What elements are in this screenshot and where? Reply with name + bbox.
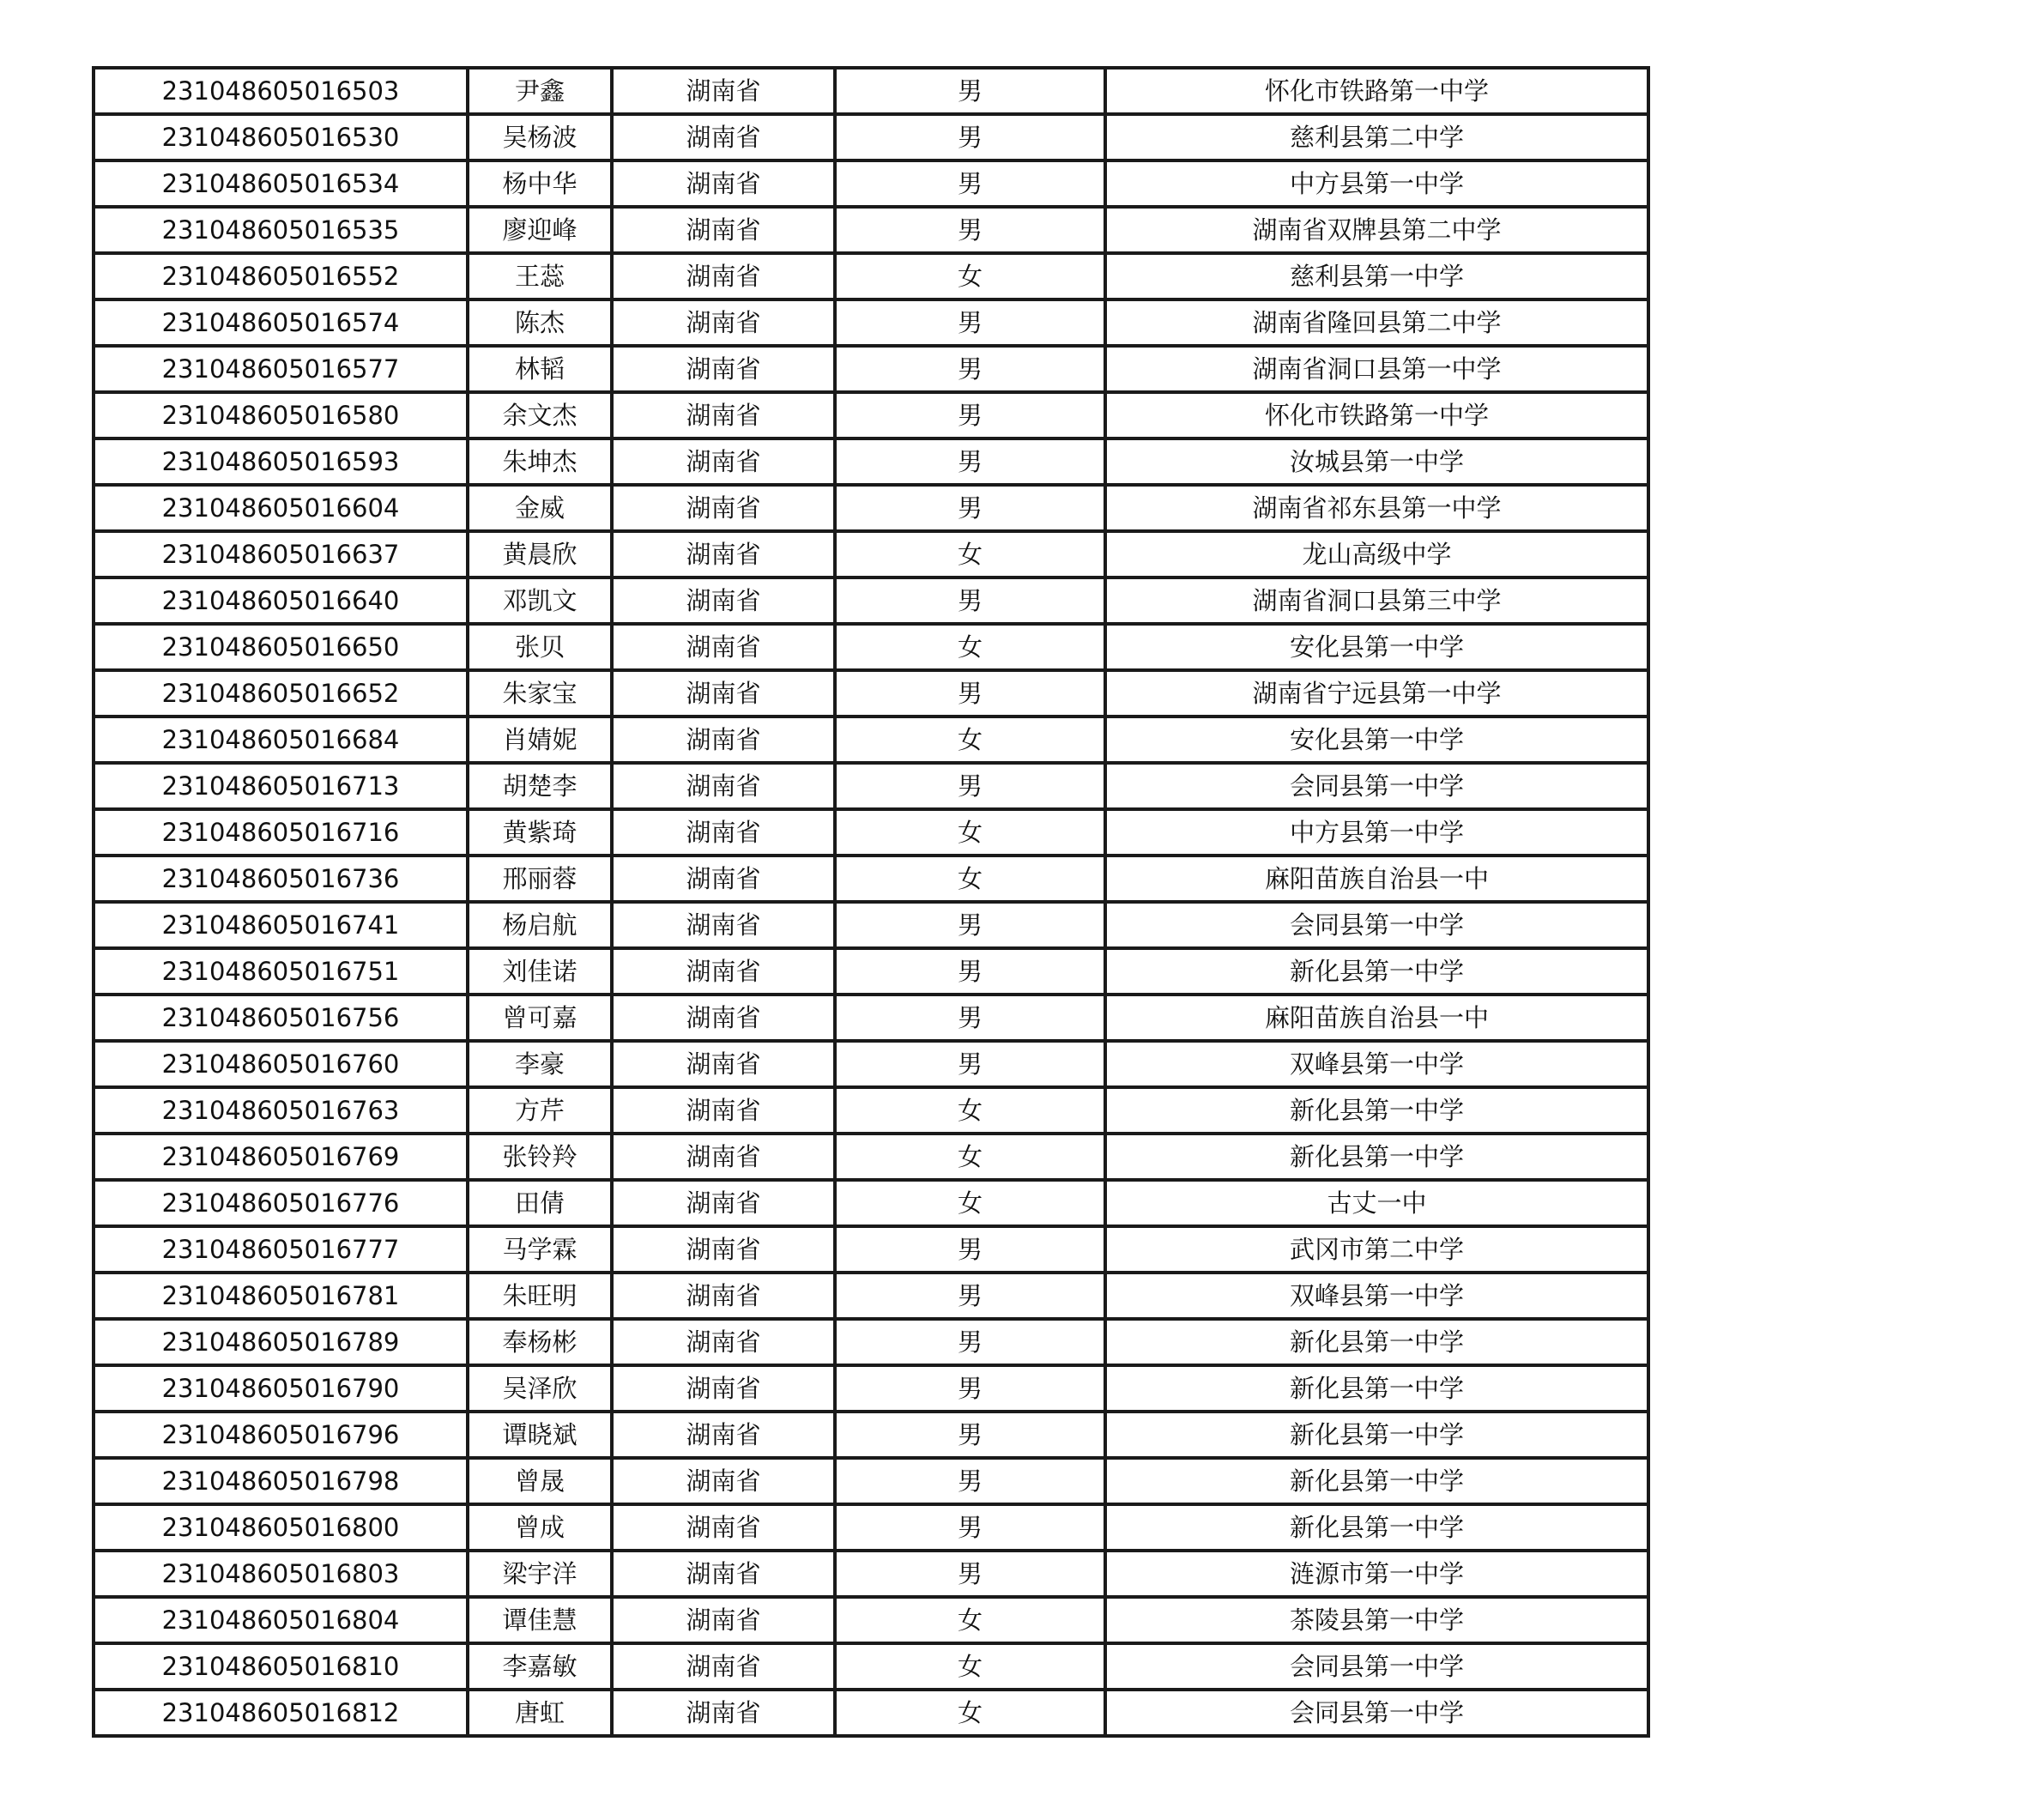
table-row bbox=[94, 1365, 1648, 1412]
table-row bbox=[94, 902, 1648, 948]
gender-cell: 男 bbox=[835, 1504, 1105, 1551]
candidate-id-cell: 231048605016604 bbox=[94, 485, 468, 531]
student-name-cell: 余文杰 bbox=[468, 392, 612, 438]
province-cell: 湖南省 bbox=[612, 160, 835, 207]
student-name-cell: 邢丽蓉 bbox=[468, 856, 612, 902]
gender-cell: 女 bbox=[835, 856, 1105, 902]
province-cell: 湖南省 bbox=[612, 253, 835, 299]
table-row bbox=[94, 717, 1648, 763]
gender-cell: 女 bbox=[835, 1690, 1105, 1736]
table-row bbox=[94, 68, 1648, 114]
province-cell: 湖南省 bbox=[612, 717, 835, 763]
province-cell: 湖南省 bbox=[612, 1412, 835, 1458]
table-row bbox=[94, 160, 1648, 207]
candidate-id-cell: 231048605016637 bbox=[94, 531, 468, 578]
table-row bbox=[94, 438, 1648, 485]
gender-cell: 男 bbox=[835, 68, 1105, 114]
province-cell: 湖南省 bbox=[612, 1180, 835, 1226]
gender-cell: 男 bbox=[835, 1458, 1105, 1504]
school-cell: 中方县第一中学 bbox=[1105, 809, 1648, 856]
student-name-cell: 张铃羚 bbox=[468, 1134, 612, 1180]
province-cell: 湖南省 bbox=[612, 809, 835, 856]
province-cell: 湖南省 bbox=[612, 1643, 835, 1690]
student-name-cell: 唐虹 bbox=[468, 1690, 612, 1736]
school-cell: 会同县第一中学 bbox=[1105, 1690, 1648, 1736]
gender-cell: 男 bbox=[835, 902, 1105, 948]
candidate-id-cell: 231048605016810 bbox=[94, 1643, 468, 1690]
candidate-id-cell: 231048605016652 bbox=[94, 670, 468, 717]
gender-cell: 男 bbox=[835, 392, 1105, 438]
table-row bbox=[94, 253, 1648, 299]
student-name-cell: 杨启航 bbox=[468, 902, 612, 948]
school-cell: 新化县第一中学 bbox=[1105, 1319, 1648, 1365]
province-cell: 湖南省 bbox=[612, 1690, 835, 1736]
school-cell: 湖南省祁东县第一中学 bbox=[1105, 485, 1648, 531]
candidate-id-cell: 231048605016535 bbox=[94, 207, 468, 253]
gender-cell: 男 bbox=[835, 1365, 1105, 1412]
school-cell: 新化县第一中学 bbox=[1105, 1504, 1648, 1551]
province-cell: 湖南省 bbox=[612, 578, 835, 624]
province-cell: 湖南省 bbox=[612, 485, 835, 531]
table-row bbox=[94, 1134, 1648, 1180]
gender-cell: 女 bbox=[835, 809, 1105, 856]
province-cell: 湖南省 bbox=[612, 948, 835, 995]
school-cell: 双峰县第一中学 bbox=[1105, 1041, 1648, 1087]
gender-cell: 男 bbox=[835, 948, 1105, 995]
table-row bbox=[94, 485, 1648, 531]
candidate-id-cell: 231048605016736 bbox=[94, 856, 468, 902]
gender-cell: 男 bbox=[835, 763, 1105, 809]
student-name-cell: 曾成 bbox=[468, 1504, 612, 1551]
province-cell: 湖南省 bbox=[612, 624, 835, 670]
gender-cell: 女 bbox=[835, 1134, 1105, 1180]
table-row bbox=[94, 1551, 1648, 1597]
student-name-cell: 林韬 bbox=[468, 346, 612, 392]
candidate-id-cell: 231048605016769 bbox=[94, 1134, 468, 1180]
school-cell: 新化县第一中学 bbox=[1105, 1458, 1648, 1504]
gender-cell: 男 bbox=[835, 299, 1105, 346]
candidate-id-cell: 231048605016776 bbox=[94, 1180, 468, 1226]
province-cell: 湖南省 bbox=[612, 763, 835, 809]
province-cell: 湖南省 bbox=[612, 114, 835, 160]
student-name-cell: 李嘉敏 bbox=[468, 1643, 612, 1690]
province-cell: 湖南省 bbox=[612, 392, 835, 438]
table-row bbox=[94, 1643, 1648, 1690]
province-cell: 湖南省 bbox=[612, 438, 835, 485]
student-name-cell: 金威 bbox=[468, 485, 612, 531]
school-cell: 麻阳苗族自治县一中 bbox=[1105, 995, 1648, 1041]
province-cell: 湖南省 bbox=[612, 346, 835, 392]
candidate-id-cell: 231048605016552 bbox=[94, 253, 468, 299]
province-cell: 湖南省 bbox=[612, 856, 835, 902]
student-name-cell: 马学霖 bbox=[468, 1226, 612, 1273]
table-row bbox=[94, 578, 1648, 624]
student-name-cell: 谭佳慧 bbox=[468, 1597, 612, 1643]
student-name-cell: 陈杰 bbox=[468, 299, 612, 346]
candidate-id-cell: 231048605016580 bbox=[94, 392, 468, 438]
province-cell: 湖南省 bbox=[612, 68, 835, 114]
school-cell: 慈利县第二中学 bbox=[1105, 114, 1648, 160]
candidate-id-cell: 231048605016812 bbox=[94, 1690, 468, 1736]
gender-cell: 女 bbox=[835, 531, 1105, 578]
table-row bbox=[94, 299, 1648, 346]
school-cell: 安化县第一中学 bbox=[1105, 624, 1648, 670]
gender-cell: 男 bbox=[835, 1041, 1105, 1087]
candidate-id-cell: 231048605016640 bbox=[94, 578, 468, 624]
candidate-id-cell: 231048605016763 bbox=[94, 1087, 468, 1134]
candidate-id-cell: 231048605016534 bbox=[94, 160, 468, 207]
province-cell: 湖南省 bbox=[612, 1273, 835, 1319]
candidate-id-cell: 231048605016760 bbox=[94, 1041, 468, 1087]
student-name-cell: 肖婧妮 bbox=[468, 717, 612, 763]
school-cell: 新化县第一中学 bbox=[1105, 1134, 1648, 1180]
school-cell: 湖南省宁远县第一中学 bbox=[1105, 670, 1648, 717]
table-row bbox=[94, 763, 1648, 809]
province-cell: 湖南省 bbox=[612, 1458, 835, 1504]
candidate-id-cell: 231048605016650 bbox=[94, 624, 468, 670]
province-cell: 湖南省 bbox=[612, 1597, 835, 1643]
student-name-cell: 方芹 bbox=[468, 1087, 612, 1134]
province-cell: 湖南省 bbox=[612, 1134, 835, 1180]
table-row bbox=[94, 114, 1648, 160]
school-cell: 新化县第一中学 bbox=[1105, 948, 1648, 995]
student-name-cell: 田倩 bbox=[468, 1180, 612, 1226]
table-row bbox=[94, 1319, 1648, 1365]
gender-cell: 男 bbox=[835, 160, 1105, 207]
candidate-id-cell: 231048605016716 bbox=[94, 809, 468, 856]
student-name-cell: 尹鑫 bbox=[468, 68, 612, 114]
school-cell: 会同县第一中学 bbox=[1105, 763, 1648, 809]
table-row bbox=[94, 995, 1648, 1041]
gender-cell: 男 bbox=[835, 1319, 1105, 1365]
candidate-id-cell: 231048605016756 bbox=[94, 995, 468, 1041]
candidate-id-cell: 231048605016798 bbox=[94, 1458, 468, 1504]
gender-cell: 女 bbox=[835, 624, 1105, 670]
province-cell: 湖南省 bbox=[612, 902, 835, 948]
candidate-id-cell: 231048605016790 bbox=[94, 1365, 468, 1412]
table-row bbox=[94, 346, 1648, 392]
gender-cell: 男 bbox=[835, 578, 1105, 624]
province-cell: 湖南省 bbox=[612, 995, 835, 1041]
table-row bbox=[94, 1087, 1648, 1134]
school-cell: 双峰县第一中学 bbox=[1105, 1273, 1648, 1319]
table-row bbox=[94, 1412, 1648, 1458]
student-name-cell: 曾晟 bbox=[468, 1458, 612, 1504]
school-cell: 慈利县第一中学 bbox=[1105, 253, 1648, 299]
school-cell: 湖南省洞口县第一中学 bbox=[1105, 346, 1648, 392]
table-row bbox=[94, 1597, 1648, 1643]
school-cell: 怀化市铁路第一中学 bbox=[1105, 392, 1648, 438]
school-cell: 中方县第一中学 bbox=[1105, 160, 1648, 207]
student-name-cell: 奉杨彬 bbox=[468, 1319, 612, 1365]
gender-cell: 男 bbox=[835, 1226, 1105, 1273]
table-row bbox=[94, 392, 1648, 438]
candidate-id-cell: 231048605016577 bbox=[94, 346, 468, 392]
table-row bbox=[94, 1458, 1648, 1504]
gender-cell: 男 bbox=[835, 1412, 1105, 1458]
student-name-cell: 谭晓斌 bbox=[468, 1412, 612, 1458]
student-name-cell: 李豪 bbox=[468, 1041, 612, 1087]
school-cell: 涟源市第一中学 bbox=[1105, 1551, 1648, 1597]
school-cell: 安化县第一中学 bbox=[1105, 717, 1648, 763]
school-cell: 古丈一中 bbox=[1105, 1180, 1648, 1226]
province-cell: 湖南省 bbox=[612, 1041, 835, 1087]
school-cell: 怀化市铁路第一中学 bbox=[1105, 68, 1648, 114]
gender-cell: 女 bbox=[835, 1180, 1105, 1226]
candidate-id-cell: 231048605016713 bbox=[94, 763, 468, 809]
candidate-id-cell: 231048605016796 bbox=[94, 1412, 468, 1458]
table-row bbox=[94, 948, 1648, 995]
gender-cell: 男 bbox=[835, 1273, 1105, 1319]
candidate-id-cell: 231048605016777 bbox=[94, 1226, 468, 1273]
table-row bbox=[94, 1041, 1648, 1087]
candidate-id-cell: 231048605016751 bbox=[94, 948, 468, 995]
student-name-cell: 王蕊 bbox=[468, 253, 612, 299]
province-cell: 湖南省 bbox=[612, 1551, 835, 1597]
table-row bbox=[94, 1690, 1648, 1736]
school-cell: 新化县第一中学 bbox=[1105, 1087, 1648, 1134]
gender-cell: 男 bbox=[835, 670, 1105, 717]
gender-cell: 女 bbox=[835, 717, 1105, 763]
gender-cell: 男 bbox=[835, 207, 1105, 253]
candidate-id-cell: 231048605016530 bbox=[94, 114, 468, 160]
student-name-cell: 黄晨欣 bbox=[468, 531, 612, 578]
student-name-cell: 吴杨波 bbox=[468, 114, 612, 160]
gender-cell: 男 bbox=[835, 995, 1105, 1041]
student-name-cell: 黄紫琦 bbox=[468, 809, 612, 856]
province-cell: 湖南省 bbox=[612, 1504, 835, 1551]
student-name-cell: 朱家宝 bbox=[468, 670, 612, 717]
roster-table-body bbox=[94, 68, 1648, 1736]
candidate-id-cell: 231048605016789 bbox=[94, 1319, 468, 1365]
gender-cell: 男 bbox=[835, 438, 1105, 485]
province-cell: 湖南省 bbox=[612, 299, 835, 346]
table-row bbox=[94, 624, 1648, 670]
province-cell: 湖南省 bbox=[612, 670, 835, 717]
province-cell: 湖南省 bbox=[612, 1087, 835, 1134]
candidate-id-cell: 231048605016574 bbox=[94, 299, 468, 346]
student-name-cell: 梁宇洋 bbox=[468, 1551, 612, 1597]
school-cell: 茶陵县第一中学 bbox=[1105, 1597, 1648, 1643]
table-row bbox=[94, 856, 1648, 902]
table-row bbox=[94, 531, 1648, 578]
province-cell: 湖南省 bbox=[612, 207, 835, 253]
student-roster-table bbox=[92, 66, 1650, 1738]
gender-cell: 男 bbox=[835, 114, 1105, 160]
student-name-cell: 杨中华 bbox=[468, 160, 612, 207]
gender-cell: 女 bbox=[835, 1087, 1105, 1134]
table-row bbox=[94, 1180, 1648, 1226]
candidate-id-cell: 231048605016804 bbox=[94, 1597, 468, 1643]
student-name-cell: 廖迎峰 bbox=[468, 207, 612, 253]
school-cell: 新化县第一中学 bbox=[1105, 1365, 1648, 1412]
table-row bbox=[94, 809, 1648, 856]
student-name-cell: 胡楚李 bbox=[468, 763, 612, 809]
candidate-id-cell: 231048605016684 bbox=[94, 717, 468, 763]
school-cell: 龙山高级中学 bbox=[1105, 531, 1648, 578]
school-cell: 湖南省洞口县第三中学 bbox=[1105, 578, 1648, 624]
candidate-id-cell: 231048605016800 bbox=[94, 1504, 468, 1551]
gender-cell: 女 bbox=[835, 1643, 1105, 1690]
province-cell: 湖南省 bbox=[612, 1365, 835, 1412]
school-cell: 湖南省隆回县第二中学 bbox=[1105, 299, 1648, 346]
table-row bbox=[94, 207, 1648, 253]
student-name-cell: 曾可嘉 bbox=[468, 995, 612, 1041]
school-cell: 会同县第一中学 bbox=[1105, 902, 1648, 948]
school-cell: 湖南省双牌县第二中学 bbox=[1105, 207, 1648, 253]
student-name-cell: 朱旺明 bbox=[468, 1273, 612, 1319]
school-cell: 会同县第一中学 bbox=[1105, 1643, 1648, 1690]
gender-cell: 男 bbox=[835, 1551, 1105, 1597]
province-cell: 湖南省 bbox=[612, 531, 835, 578]
student-name-cell: 朱坤杰 bbox=[468, 438, 612, 485]
candidate-id-cell: 231048605016803 bbox=[94, 1551, 468, 1597]
student-name-cell: 吴泽欣 bbox=[468, 1365, 612, 1412]
school-cell: 汝城县第一中学 bbox=[1105, 438, 1648, 485]
candidate-id-cell: 231048605016741 bbox=[94, 902, 468, 948]
student-name-cell: 张贝 bbox=[468, 624, 612, 670]
student-name-cell: 刘佳诺 bbox=[468, 948, 612, 995]
gender-cell: 男 bbox=[835, 346, 1105, 392]
table-row bbox=[94, 1504, 1648, 1551]
province-cell: 湖南省 bbox=[612, 1319, 835, 1365]
student-name-cell: 邓凯文 bbox=[468, 578, 612, 624]
gender-cell: 女 bbox=[835, 1597, 1105, 1643]
gender-cell: 女 bbox=[835, 253, 1105, 299]
province-cell: 湖南省 bbox=[612, 1226, 835, 1273]
table-row bbox=[94, 1273, 1648, 1319]
table-row bbox=[94, 670, 1648, 717]
school-cell: 新化县第一中学 bbox=[1105, 1412, 1648, 1458]
candidate-id-cell: 231048605016503 bbox=[94, 68, 468, 114]
gender-cell: 男 bbox=[835, 485, 1105, 531]
school-cell: 武冈市第二中学 bbox=[1105, 1226, 1648, 1273]
school-cell: 麻阳苗族自治县一中 bbox=[1105, 856, 1648, 902]
candidate-id-cell: 231048605016593 bbox=[94, 438, 468, 485]
candidate-id-cell: 231048605016781 bbox=[94, 1273, 468, 1319]
table-row bbox=[94, 1226, 1648, 1273]
